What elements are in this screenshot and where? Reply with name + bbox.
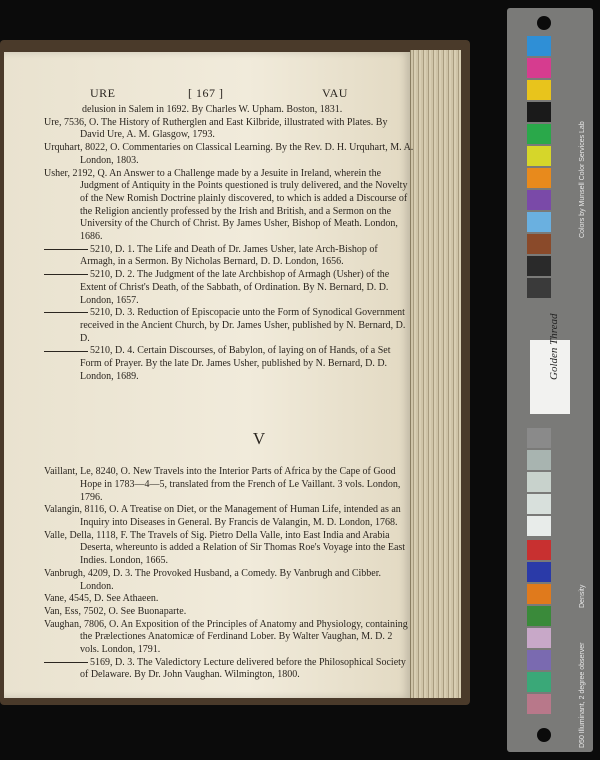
running-head-right: VAU <box>322 86 348 100</box>
color-patch <box>527 102 551 122</box>
color-patch <box>527 540 551 560</box>
entry: Vaillant, Le, 8240, O. New Travels into the Interior Parts of Africa by the Cape of Good Hope in 1783—4—5, translated from the French of Le Vaillant. 3 vols. London, 1796. <box>44 466 401 503</box>
entry: Urquhart, 8022, O. Commentaries on Classical Learning. By the Rev. D. H. Urquhart, M. A. London, 1803. <box>44 142 414 166</box>
color-patch <box>527 58 551 78</box>
entry-text: 5169, D. 3. The Valedictory Lecture delivered before the Philosophical Society of Delaware. By Dr. John Vaughan. Wilmington, 1800. <box>80 656 406 681</box>
color-patch <box>527 146 551 166</box>
entry: Van, Ess, 7502, O. See Buonaparte. <box>44 605 187 617</box>
ditto-dash <box>44 351 88 352</box>
page-text <box>44 104 414 682</box>
color-patch <box>527 190 551 210</box>
entry: Valle, Della, 1118, F. The Travels of Sig. Pietro Della Valle, into East India and Arabia Deserta, whereunto is added a Relation of Sir Thomas Roe's Voyage into the East Indies. London, 1665. <box>44 529 406 567</box>
color-patch <box>527 606 551 626</box>
color-patch <box>527 450 551 470</box>
entry: Ure, 7536, O. The History of Rutherglen and East Kilbride, illustrated with Plates. By David Ure, A. M. Glasgow, 1793. <box>44 116 388 141</box>
section-heading-v: V <box>252 429 266 449</box>
entry-text: 5210, D. 3. Reduction of Episcopacie unto the Form of Synodical Government received in the Ancient Church, by Dr. James Usher, published by N. Bernard, D. D. <box>80 307 406 344</box>
target-hole-bottom <box>537 728 551 742</box>
color-patch <box>527 672 551 692</box>
page-number: [ 167 ] <box>188 86 224 100</box>
color-patch <box>527 494 551 514</box>
entry: delusion in Salem in 1692. By Charles W. Upham. Boston, 1831. <box>82 104 343 115</box>
entry-ditto <box>44 244 414 269</box>
color-patch <box>527 256 551 276</box>
color-patch <box>527 584 551 604</box>
target-side-text: Colors by Munsell Color Services Lab <box>579 121 586 238</box>
entry-ditto <box>44 307 414 345</box>
entry-text: 5210, D. 4. Certain Discourses, of Babylon, of laying on of Hands, of a Set Form of Prayer. By the late Dr. James Usher, published by N. Bernard, D. D. London, 1689. <box>80 345 391 382</box>
target-density-label: Density <box>579 584 586 608</box>
color-patch <box>527 36 551 56</box>
color-patch <box>527 650 551 670</box>
entry-ditto <box>44 345 414 383</box>
color-patch <box>527 628 551 648</box>
color-patch <box>527 278 551 298</box>
entry-text: 5210, D. 1. The Life and Death of Dr. James Usher, late Arch-Bishop of Armagh, in a Sermon. By Nicholas Bernard, D. D. London, 1656. <box>80 243 378 268</box>
entry: Vane, 4545, D. See Athaeen. <box>44 593 159 605</box>
color-patch <box>527 124 551 144</box>
color-patch <box>527 80 551 100</box>
entry: Valangin, 8116, O. A Treatise on Diet, or the Management of Human Life, intended as an Inquiry into Diseases in General. By Francis de Valangin, M. D. London, 1768. <box>44 504 401 528</box>
target-side-text: D50 Illuminant, 2 degree observer <box>579 642 586 748</box>
page-edges <box>410 50 461 698</box>
entry-text: 5210, D. 2. The Judgment of the late Archbishop of Armagh (Usher) of the Extent of Christ's Death, of the Sabbath, of Ordination. By N. Bernard, D. D. London, 1657. <box>80 269 390 306</box>
ditto-dash <box>44 662 88 663</box>
color-patch <box>527 562 551 582</box>
color-patch <box>527 212 551 232</box>
entry: Vanbrugh, 4209, D. 3. The Provoked Husband, a Comedy. By Vanbrugh and Cibber. London. <box>44 567 382 592</box>
entry-ditto <box>44 269 414 307</box>
entry: Vaughan, 7806, O. An Exposition of the Principles of Anatomy and Physiology, containing the Prælectiones Anatomicæ of Ferdinand Lober. By Walter Vaughan, M. D. 2 vols. London, 1791. <box>44 618 408 656</box>
color-patch <box>527 168 551 188</box>
entry-ditto <box>44 657 414 682</box>
target-hole-top <box>537 16 551 30</box>
color-patch <box>527 516 551 536</box>
ruler-label: Golden Thread <box>548 313 560 380</box>
ditto-dash <box>44 249 88 250</box>
color-patch <box>527 428 551 448</box>
color-patch <box>527 694 551 714</box>
running-head-left: URE <box>90 86 116 100</box>
color-patch <box>527 234 551 254</box>
entry: Usher, 2192, Q. An Answer to a Challenge made by a Jesuite in Ireland, wherein the Judgment of Antiquity in the Points questioned is truly delivered, and the Novelty of the New Romish Doctrine plainly discovered, to which is added a Discourse of the Religion anciently professed by the Irish and British, and a Sermon on the University of the Church of Christ. By James Usher, Bishop of Meath. London, 1686. <box>44 167 408 243</box>
color-patch <box>527 472 551 492</box>
ditto-dash <box>44 312 88 313</box>
ditto-dash <box>44 274 88 275</box>
